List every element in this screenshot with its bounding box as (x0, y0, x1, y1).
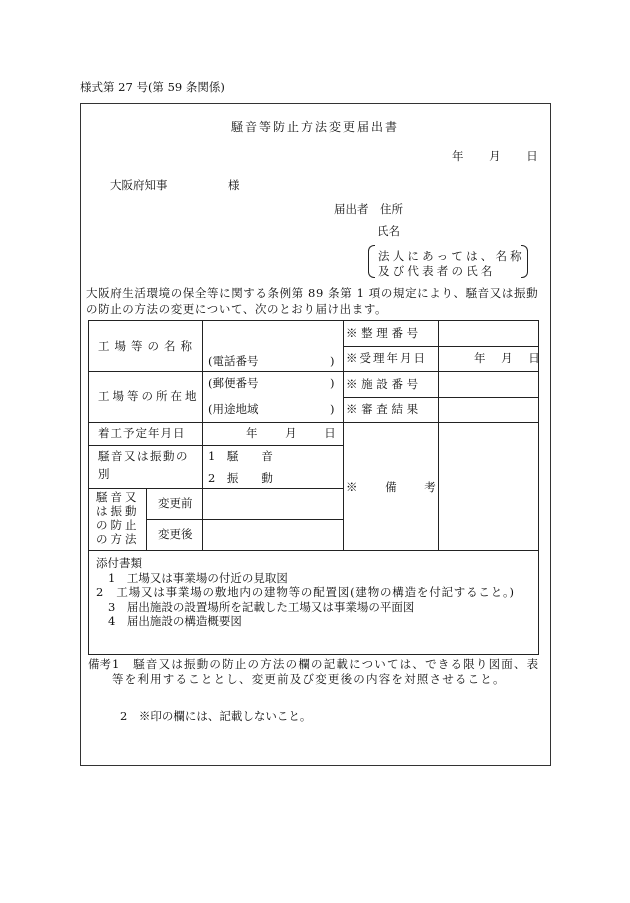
received-date-label: ※受理年月日 (346, 351, 427, 365)
intro-paragraph: 大阪府生活環境の保全等に関する条例第 89 条第 1 項の規定により、騒音又は振動の防止の方法の変更について、次のとおり届け出ます。 (86, 286, 539, 316)
method-label-3: の防止 (96, 518, 140, 532)
notifier-address-label: 届出者 住所 (334, 202, 403, 216)
factory-name-label: 工場等の名称 (98, 339, 197, 353)
notifier-name-label: 氏名 (377, 224, 400, 238)
addressee: 大阪府知事 (110, 178, 168, 192)
table-rule (88, 320, 89, 654)
noise-vibration-label-2: 別 (98, 467, 110, 481)
phone-label: (電話番号 (208, 354, 259, 368)
table-rule (88, 654, 539, 655)
inspection-result-label: ※ 審 査 結 果 (346, 402, 419, 416)
corp-note-line-2: 及び代表者の氏名 (378, 264, 496, 278)
attachment-item: 2 工場又は事業場の敷地内の建物等の配置図(建物の構造を付記すること。) (96, 585, 515, 600)
left-bracket (368, 245, 375, 278)
table-rule (88, 422, 539, 423)
factory-location-label: 工場等の所在地 (98, 389, 200, 403)
before-change-label: 変更前 (158, 496, 193, 510)
attachments-section (96, 556, 541, 629)
remarks-column-label: ※ 備 考 (346, 480, 436, 494)
after-change-label: 変更後 (158, 527, 193, 541)
table-rule (202, 320, 203, 550)
table-rule (343, 346, 539, 347)
postal-label: (郵便番号 (208, 376, 259, 390)
zoning-close-paren: ) (330, 402, 335, 416)
table-rule (146, 488, 147, 550)
attachment-item: 1 工場又は事業場の付近の見取図 (108, 570, 288, 585)
method-label-1: 騒音又 (96, 490, 140, 504)
method-label-2: は振動 (96, 504, 140, 518)
registration-no-label: ※ 整 理 番 号 (346, 326, 419, 340)
table-rule (343, 397, 539, 398)
facility-no-label: ※ 施 設 番 号 (346, 377, 419, 391)
note-item-2: 2 ※印の欄には、記載しないこと。 (120, 709, 312, 723)
noise-vibration-label-1: 騒音又は振動の (98, 449, 189, 463)
start-date-value: 年 月 日 (246, 426, 336, 440)
corporation-note (368, 245, 528, 278)
table-rule (88, 320, 539, 321)
table-rule (88, 371, 539, 372)
table-rule (438, 320, 439, 550)
date-line: 年 月 日 (452, 149, 538, 163)
table-rule (88, 445, 343, 446)
option-noise: 1 騒 音 (208, 449, 273, 463)
attachments-heading: 添付書類 (96, 556, 142, 570)
table-rule (88, 550, 539, 551)
method-label-4: の方法 (96, 532, 140, 546)
honorific: 様 (228, 178, 240, 192)
attachment-item: 4 届出施設の構造概要図 (108, 614, 242, 629)
table-rule (343, 320, 344, 550)
note-item-1: 1 騒音又は振動の防止の方法の欄の記載については、できる限り図面、表等を利用することとし、変更前及び変更後の内容を対照させること。 (112, 657, 540, 686)
form-number: 様式第 27 号(第 59 条関係) (80, 80, 225, 94)
document-title: 騒音等防止方法変更届出書 (230, 120, 399, 134)
table-rule (146, 519, 343, 520)
postal-close-paren: ) (330, 376, 335, 390)
corp-note-line-1: 法人にあっては、名称 (378, 249, 525, 263)
zoning-label: (用途地域 (208, 402, 259, 416)
received-date-value: 年 月 日 (474, 351, 540, 365)
start-date-label: 着工予定年月日 (98, 426, 186, 440)
attachment-item: 3 届出施設の設置場所を記載した工場又は事業場の平面図 (108, 599, 415, 614)
phone-close-paren: ) (330, 354, 335, 368)
notes-heading: 備考 (88, 657, 111, 671)
table-rule (88, 488, 343, 489)
option-vibration: 2 振 動 (208, 471, 273, 485)
